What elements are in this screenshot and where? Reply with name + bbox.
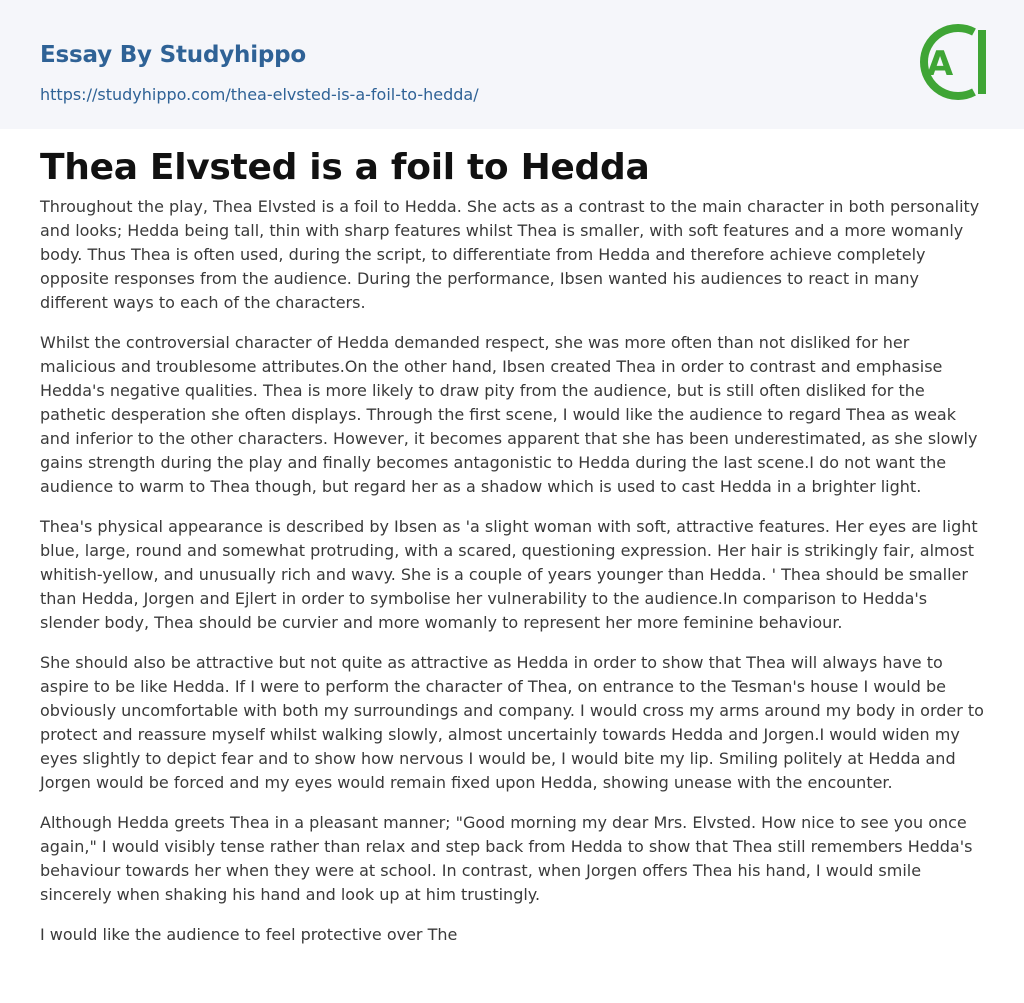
essay-url-link[interactable]: https://studyhippo.com/thea-elvsted-is-a-foil-to-hedda/ xyxy=(40,85,479,104)
studyhippo-logo-icon[interactable] xyxy=(912,18,988,106)
paragraph-4: She should also be attractive but not quite as attractive as Hedda in order to show that Thea will always have to aspire to be like Hedda. If I were to perform the character of Thea, on entrance to the Tesman's house I would be obviously uncomfortable with both my surroundings and company. I would cross my arms around my body in order to protect and reassure myself whilst walking slowly, almost uncertainly towards Hedda and Jorgen.I would widen my eyes slightly to depict fear and to show how nervous I would be, I would bite my lip. Smiling politely at Hedda and Jorgen would be forced and my eyes would remain fixed upon Hedda, showing unease with the encounter. xyxy=(40,653,984,792)
paragraph-3: Thea's physical appearance is described by Ibsen as 'a slight woman with soft, attractive features. Her eyes are light blue, large, round and somewhat protruding, with a scared, questioning expression. Her hair is strikingly fair, almost whitish-yellow, and unusually rich and wavy. She is a couple of years younger than Hedda. ' Thea should be smaller than Hedda, Jorgen and Ejlert in order to symbolise her vulnerability to the audience.In comparison to Hedda's slender body, Thea should be curvier and more womanly to represent her more feminine behaviour. xyxy=(40,517,978,632)
paragraph-2: Whilst the controversial character of Hedda demanded respect, she was more often than not disliked for her malicious and troublesome attributes.On the other hand, Ibsen created Thea in order to contrast and emphasise Hedda's negative qualities. Thea is more likely to draw pity from the audience, but is still often disliked for the pathetic desperation she often displays. Through the first scene, I would like the audience to regard Thea as weak and inferior to the other characters. However, it becomes apparent that she has been underestimated, as she slowly gains strength during the play and finally becomes antagonistic to Hedda during the last scene.I do not want the audience to warm to Thea though, but regard her as a shadow which is used to cast Hedda in a brighter light. xyxy=(40,333,978,496)
logo-letter: A xyxy=(926,44,954,84)
page-title: Thea Elvsted is a foil to Hedda xyxy=(40,147,650,188)
article xyxy=(40,143,984,963)
paragraph-1: Throughout the play, Thea Elvsted is a foil to Hedda. She acts as a contrast to the main character in both personality and looks; Hedda being tall, thin with sharp features whilst Thea is smaller, with soft features and a more womanly body. Thus Thea is often used, during the script, to differentiate from Hedda and therefore achieve completely opposite responses from the audience. During the performance, Ibsen wanted his audiences to react in many different ways to each of the characters. xyxy=(40,197,980,312)
site-header xyxy=(0,0,1024,129)
paragraph-5: Although Hedda greets Thea in a pleasant manner; "Good morning my dear Mrs. Elvsted. How nice to see you once again," I would visibly tense rather than relax and step back from Hedda to show that Thea still remembers Hedda's behaviour towards her when they were at school. In contrast, when Jorgen offers Thea his hand, I would smile sincerely when shaking his hand and look up at him trustingly. xyxy=(40,813,973,904)
site-brand[interactable]: Essay By Studyhippo xyxy=(40,42,307,68)
paragraph-6: I would like the audience to feel protective over The xyxy=(40,925,458,944)
